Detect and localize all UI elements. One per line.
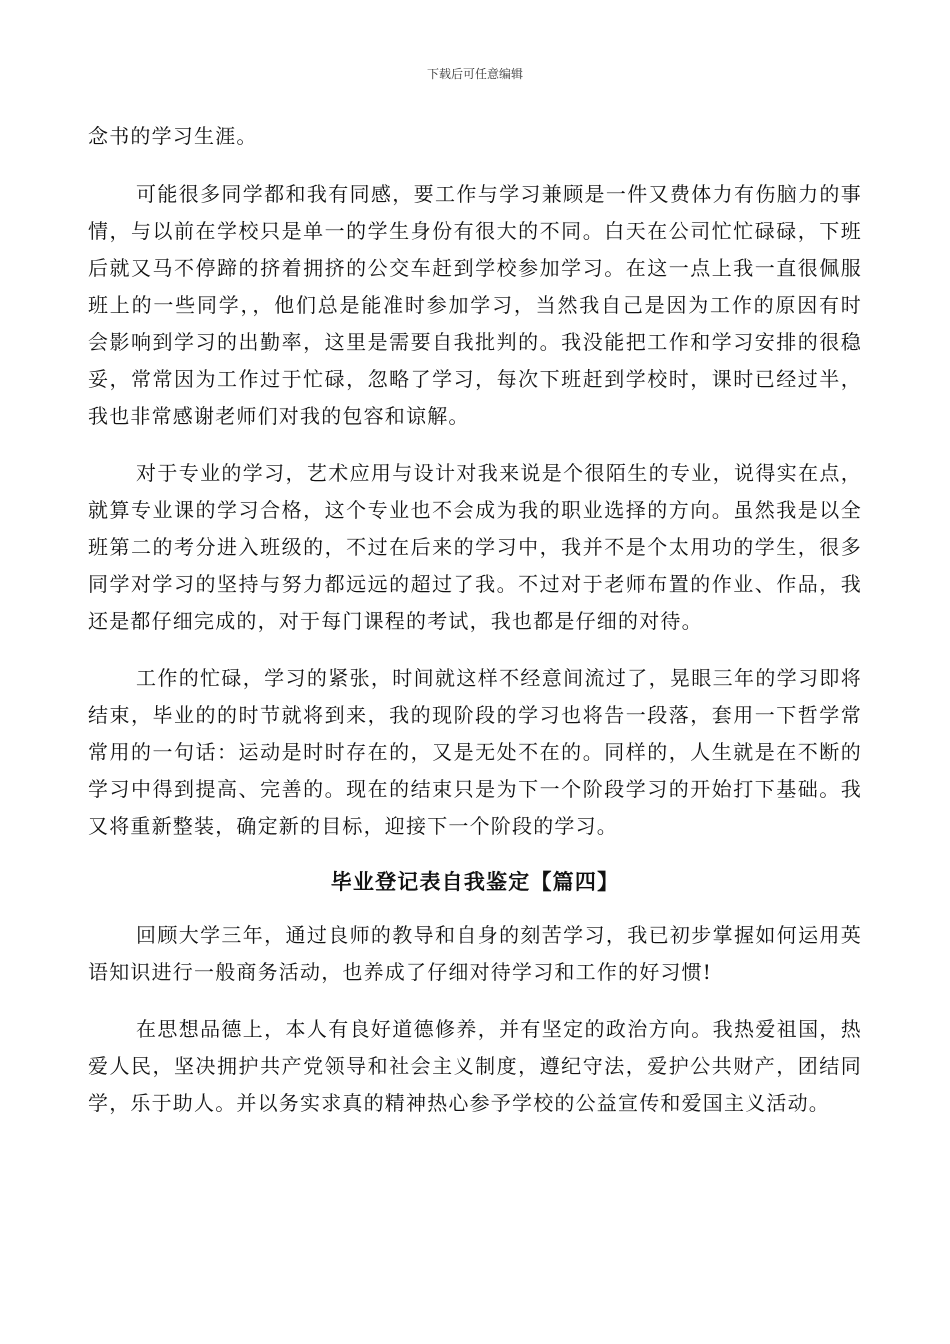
- paragraph-moral-character: 在思想品德上，本人有良好道德修养，并有坚定的政治方向。我热爱祖国，热爱人民，坚决拥护共产党领导和社会主义制度，遵纪守法，爱护公共财产，团结同学，乐于助人。并以务实求真的精神热心参予学校的公益宣传和爱国主义活动。: [88, 1017, 862, 1115]
- document-body: [88, 118, 862, 1142]
- paragraph-major-study: 对于专业的学习，艺术应用与设计对我来说是个很陌生的专业，说得实在点，就算专业课的学习合格，这个专业也不会成为我的职业选择的方向。虽然我是以全班第二的考分进入班级的，不过在后来的学习中，我并不是个太用功的学生，很多同学对学习的坚持与努力都远远的超过了我。不过对于老师布置的作业、作品，我还是都仔细完成的，对于每门课程的考试，我也都是仔细的对待。: [88, 461, 862, 633]
- paragraph-graduation: 工作的忙碌，学习的紧张，时间就这样不经意间流过了，晃眼三年的学习即将结束，毕业的的时节就将到来，我的现阶段的学习也将告一段落，套用一下哲学常常用的一句话：运动是时时存在的，又是无处不在的。同样的，人生就是在不断的学习中得到提高、完善的。现在的结束只是为下一个阶段学习的开始打下基础。我又将重新整装，确定新的目标，迎接下一个阶段的学习。: [88, 666, 862, 838]
- paragraph-continuation: 念书的学习生涯。: [88, 124, 258, 148]
- paragraph-review: 回顾大学三年，通过良师的教导和自身的刻苦学习，我已初步掌握如何运用英语知识进行一般商务活动，也养成了仔细对待学习和工作的好习惯!: [88, 923, 862, 984]
- paragraph-work-study-balance: 可能很多同学都和我有同感，要工作与学习兼顾是一件又费体力有伤脑力的事情，与以前在学校只是单一的学生身份有很大的不同。白天在公司忙忙碌碌，下班后就又马不停蹄的挤着拥挤的公交车赶到学校参加学习。在这一点上我一直很佩服班上的一些同学，，他们总是能准时参加学习，当然我自己是因为工作的原因有时会影响到学习的出勤率，这里是需要自我批判的。我没能把工作和学习安排的很稳妥，常常因为工作过于忙碌，忽略了学习，每次下班赶到学校时，课时已经过半，我也非常感谢老师们对我的包容和谅解。: [88, 182, 862, 428]
- page-header: 下载后可任意编辑: [426, 67, 523, 81]
- section-heading: 毕业登记表自我鉴定【篇四】: [330, 869, 620, 894]
